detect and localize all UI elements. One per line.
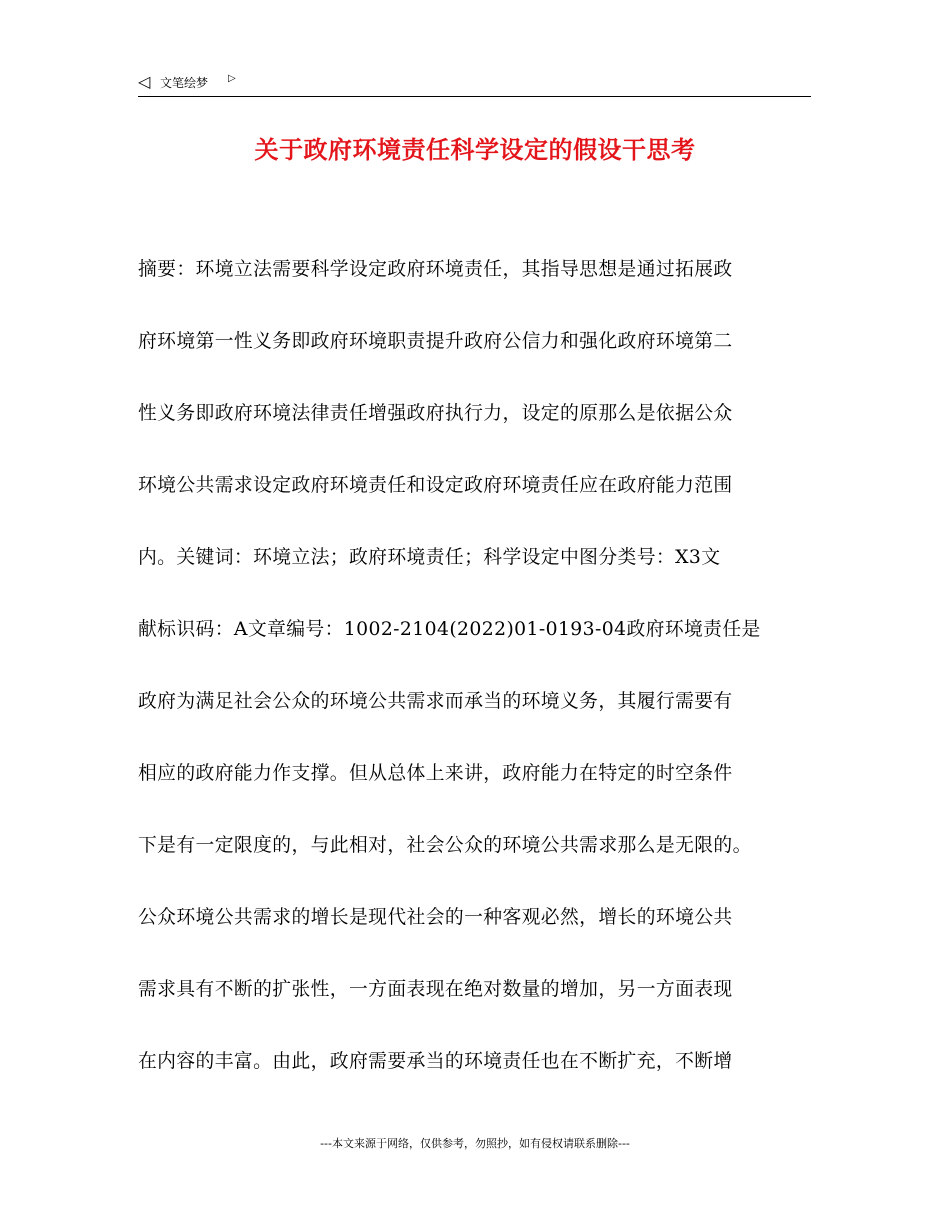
- body-line: 环境公共需求设定政府环境责任和设定政府环境责任应在政府能力范围: [138, 475, 733, 496]
- body-line: 府环境第一性义务即政府环境职责提升政府公信力和强化政府环境第二: [138, 331, 733, 352]
- body-line: 献标识码：A文章编号：1002-2104(2022)01-0193-04政府环境责任是: [138, 619, 761, 640]
- triangle-left-icon: ◁: [138, 72, 151, 91]
- body-line: 下是有一定限度的，与此相对，社会公众的环境公共需求那么是无限的。: [138, 835, 752, 856]
- triangle-right-icon: ▷: [228, 73, 236, 84]
- body-line: 相应的政府能力作支撑。但从总体上来讲，政府能力在特定的时空条件: [138, 763, 733, 784]
- page-footer: ---本文来源于网络，仅供参考，勿照抄，如有侵权请联系删除---: [320, 1137, 630, 1150]
- body-line: 需求具有不断的扩张性，一方面表现在绝对数量的增加，另一方面表现: [138, 979, 733, 1000]
- header-brand: 文笔绘梦: [160, 76, 209, 90]
- body-line: 内。关键词：环境立法；政府环境责任；科学设定中图分类号：X3文: [138, 547, 721, 568]
- body-line: 性义务即政府环境法律责任增强政府执行力，设定的原那么是依据公众: [138, 403, 733, 424]
- page-header: [138, 72, 811, 97]
- body-line: 摘要：环境立法需要科学设定政府环境责任，其指导思想是通过拓展政: [138, 259, 733, 280]
- body-line: 公众环境公共需求的增长是现代社会的一种客观必然，增长的环境公共: [138, 907, 733, 928]
- body-line: 政府为满足社会公众的环境公共需求而承当的环境义务，其履行需要有: [138, 691, 733, 712]
- document-title: 关于政府环境责任科学设定的假设干思考: [254, 136, 696, 164]
- body-line: 在内容的丰富。由此，政府需要承当的环境责任也在不断扩充，不断增: [138, 1051, 733, 1072]
- document-body: [138, 234, 818, 1098]
